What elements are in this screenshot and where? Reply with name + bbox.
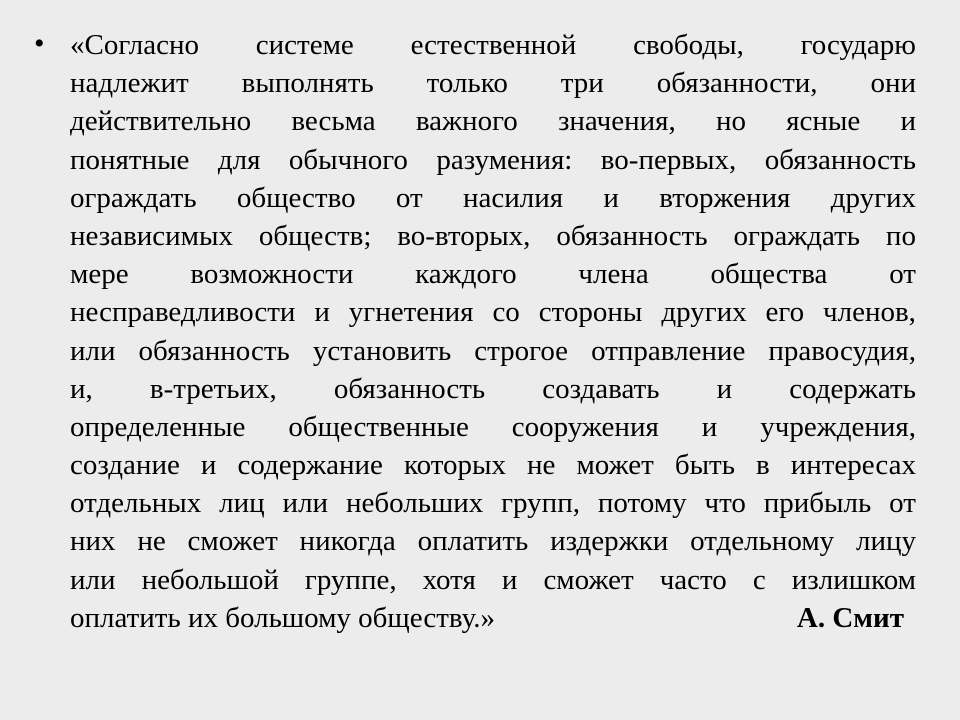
quote-word: ясные — [786, 105, 861, 138]
quote-line — [70, 561, 916, 599]
quote-word: установить — [312, 334, 452, 367]
quote-word: со — [492, 296, 520, 329]
quote-word: ограждать — [733, 219, 861, 252]
quote-word: создавать — [542, 372, 660, 405]
quote-line — [70, 141, 916, 179]
quote-line — [70, 446, 916, 484]
quote-word: потому — [597, 487, 687, 520]
quote-word: они — [870, 67, 916, 100]
quote-word: возможности — [190, 258, 354, 291]
quote-word: учреждения, — [760, 410, 916, 443]
quote-word: других — [830, 181, 916, 214]
quote-word: лиц — [219, 487, 265, 520]
quote-word: сможет — [187, 525, 278, 558]
quote-word: излишком — [791, 563, 916, 596]
quote-word: члена — [578, 258, 649, 291]
quote-word: что — [704, 487, 746, 520]
quote-word: ограждать — [70, 181, 197, 214]
quote-word: значения, — [557, 105, 676, 138]
quote-line — [70, 484, 916, 522]
quote-line — [70, 332, 916, 370]
quote-word: отдельных — [70, 487, 202, 520]
quote-word: может — [576, 449, 654, 482]
quote-word: оплатить — [417, 525, 529, 558]
quote-word: или — [70, 563, 116, 596]
quote-word: которых — [403, 449, 506, 482]
quote-word: выполнять — [241, 67, 374, 100]
quote-word: создание — [70, 449, 180, 482]
quote-word: членов, — [823, 296, 916, 329]
quote-line — [70, 522, 916, 560]
quote-word: для — [217, 143, 261, 176]
quote-word: обязанности, — [656, 67, 818, 100]
quote-word: независимых — [70, 219, 234, 252]
quote-word: его — [765, 296, 805, 329]
quote-word: не — [137, 525, 166, 558]
quote-word: небольших — [345, 487, 484, 520]
quote-word: стороны — [538, 296, 643, 329]
quote-word: небольшой — [141, 563, 279, 596]
quote-word: и — [314, 296, 330, 329]
quote-line — [70, 64, 916, 102]
quote-word: вторжения — [659, 181, 791, 214]
quote-word: каждого — [415, 258, 517, 291]
quote-word: содержание — [237, 449, 383, 482]
quote-word: группе, — [304, 563, 397, 596]
quote-line — [70, 26, 916, 64]
quote-word: сможет — [543, 563, 634, 596]
quote-word: разумения: — [436, 143, 573, 176]
quote-word: государю — [800, 29, 916, 61]
quote-word: или — [70, 334, 116, 367]
quote-word: хотя — [422, 563, 476, 596]
quote-word: три — [560, 67, 604, 100]
quote-word: и — [603, 181, 619, 214]
quote-closing-text: оплатить их большому обществу.» — [70, 601, 495, 634]
quote-word: никогда — [299, 525, 396, 558]
quote-word: других — [661, 296, 747, 329]
quote-word: обязанность — [138, 334, 290, 367]
quote-word: обществ; — [258, 219, 372, 252]
quote-word: важного — [415, 105, 518, 138]
quote-word: от — [395, 181, 423, 214]
quote-word: содержать — [789, 372, 916, 405]
quote-word: или — [282, 487, 329, 520]
quote-word: обязанность — [333, 372, 486, 405]
quote-word: и — [900, 105, 916, 138]
quote-word: отдельному — [690, 525, 835, 558]
quote-word: интересах — [790, 449, 916, 482]
quote-word: от — [889, 487, 916, 520]
bullet-marker: • — [34, 27, 45, 60]
quote-word: свободы, — [633, 29, 744, 61]
quote-word: в — [755, 449, 770, 482]
quote-line — [70, 179, 916, 217]
quote-word: групп, — [501, 487, 580, 520]
quote-word: во-первых, — [600, 143, 737, 176]
quote-text — [70, 26, 916, 637]
quote-word: действительно — [70, 105, 252, 138]
quote-word: общественные — [288, 410, 469, 443]
quote-word: и, — [70, 372, 93, 405]
quote-word: понятные — [70, 143, 190, 176]
quote-word: и — [716, 372, 733, 405]
quote-word: системе — [255, 29, 354, 61]
quote-word: во-вторых, — [397, 219, 531, 252]
quote-word: определенные — [70, 410, 246, 443]
quote-word: лицу — [855, 525, 916, 558]
quote-word: и — [200, 449, 217, 482]
quote-line — [70, 293, 916, 331]
quote-word: не — [527, 449, 556, 482]
quote-word: обязанность — [556, 219, 708, 252]
quote-word: по — [885, 219, 916, 252]
quote-word: сооружения — [511, 410, 659, 443]
quote-word: в-третьих, — [149, 372, 277, 405]
quote-word: только — [426, 67, 508, 100]
quote-word: общества — [710, 258, 828, 291]
quote-last-line — [70, 599, 916, 637]
quote-word: строгое — [474, 334, 569, 367]
quote-word: часто — [659, 563, 727, 596]
quote-word: них — [70, 525, 116, 558]
quote-line — [70, 102, 916, 140]
quote-word: издержки — [550, 525, 669, 558]
quote-word: обычного — [288, 143, 408, 176]
quote-word: от — [889, 258, 916, 291]
quote-word: мере — [70, 258, 129, 291]
quote-line — [70, 370, 916, 408]
quote-word: отправление — [591, 334, 746, 367]
quote-word: угнетения — [348, 296, 474, 329]
quote-word: правосудия, — [768, 334, 916, 367]
quote-word: весьма — [291, 105, 376, 138]
quote-line — [70, 255, 916, 293]
quote-word: быть — [674, 449, 735, 482]
quote-word: прибыль — [763, 487, 872, 520]
quote-word: но — [715, 105, 746, 138]
quote-word: «Согласно — [70, 29, 199, 61]
quote-word: и — [501, 563, 518, 596]
quote-line — [70, 217, 916, 255]
quote-word: насилия — [462, 181, 564, 214]
quote-word: обязанность — [764, 143, 916, 176]
quote-line — [70, 408, 916, 446]
quote-word: и — [701, 410, 718, 443]
quote-word: естественной — [410, 29, 577, 61]
quote-word: надлежит — [70, 67, 189, 100]
quote-author: А. Смит — [796, 601, 904, 634]
quote-word: с — [752, 563, 766, 596]
quote-word: несправедливости — [70, 296, 296, 329]
quote-word: общество — [236, 181, 356, 214]
